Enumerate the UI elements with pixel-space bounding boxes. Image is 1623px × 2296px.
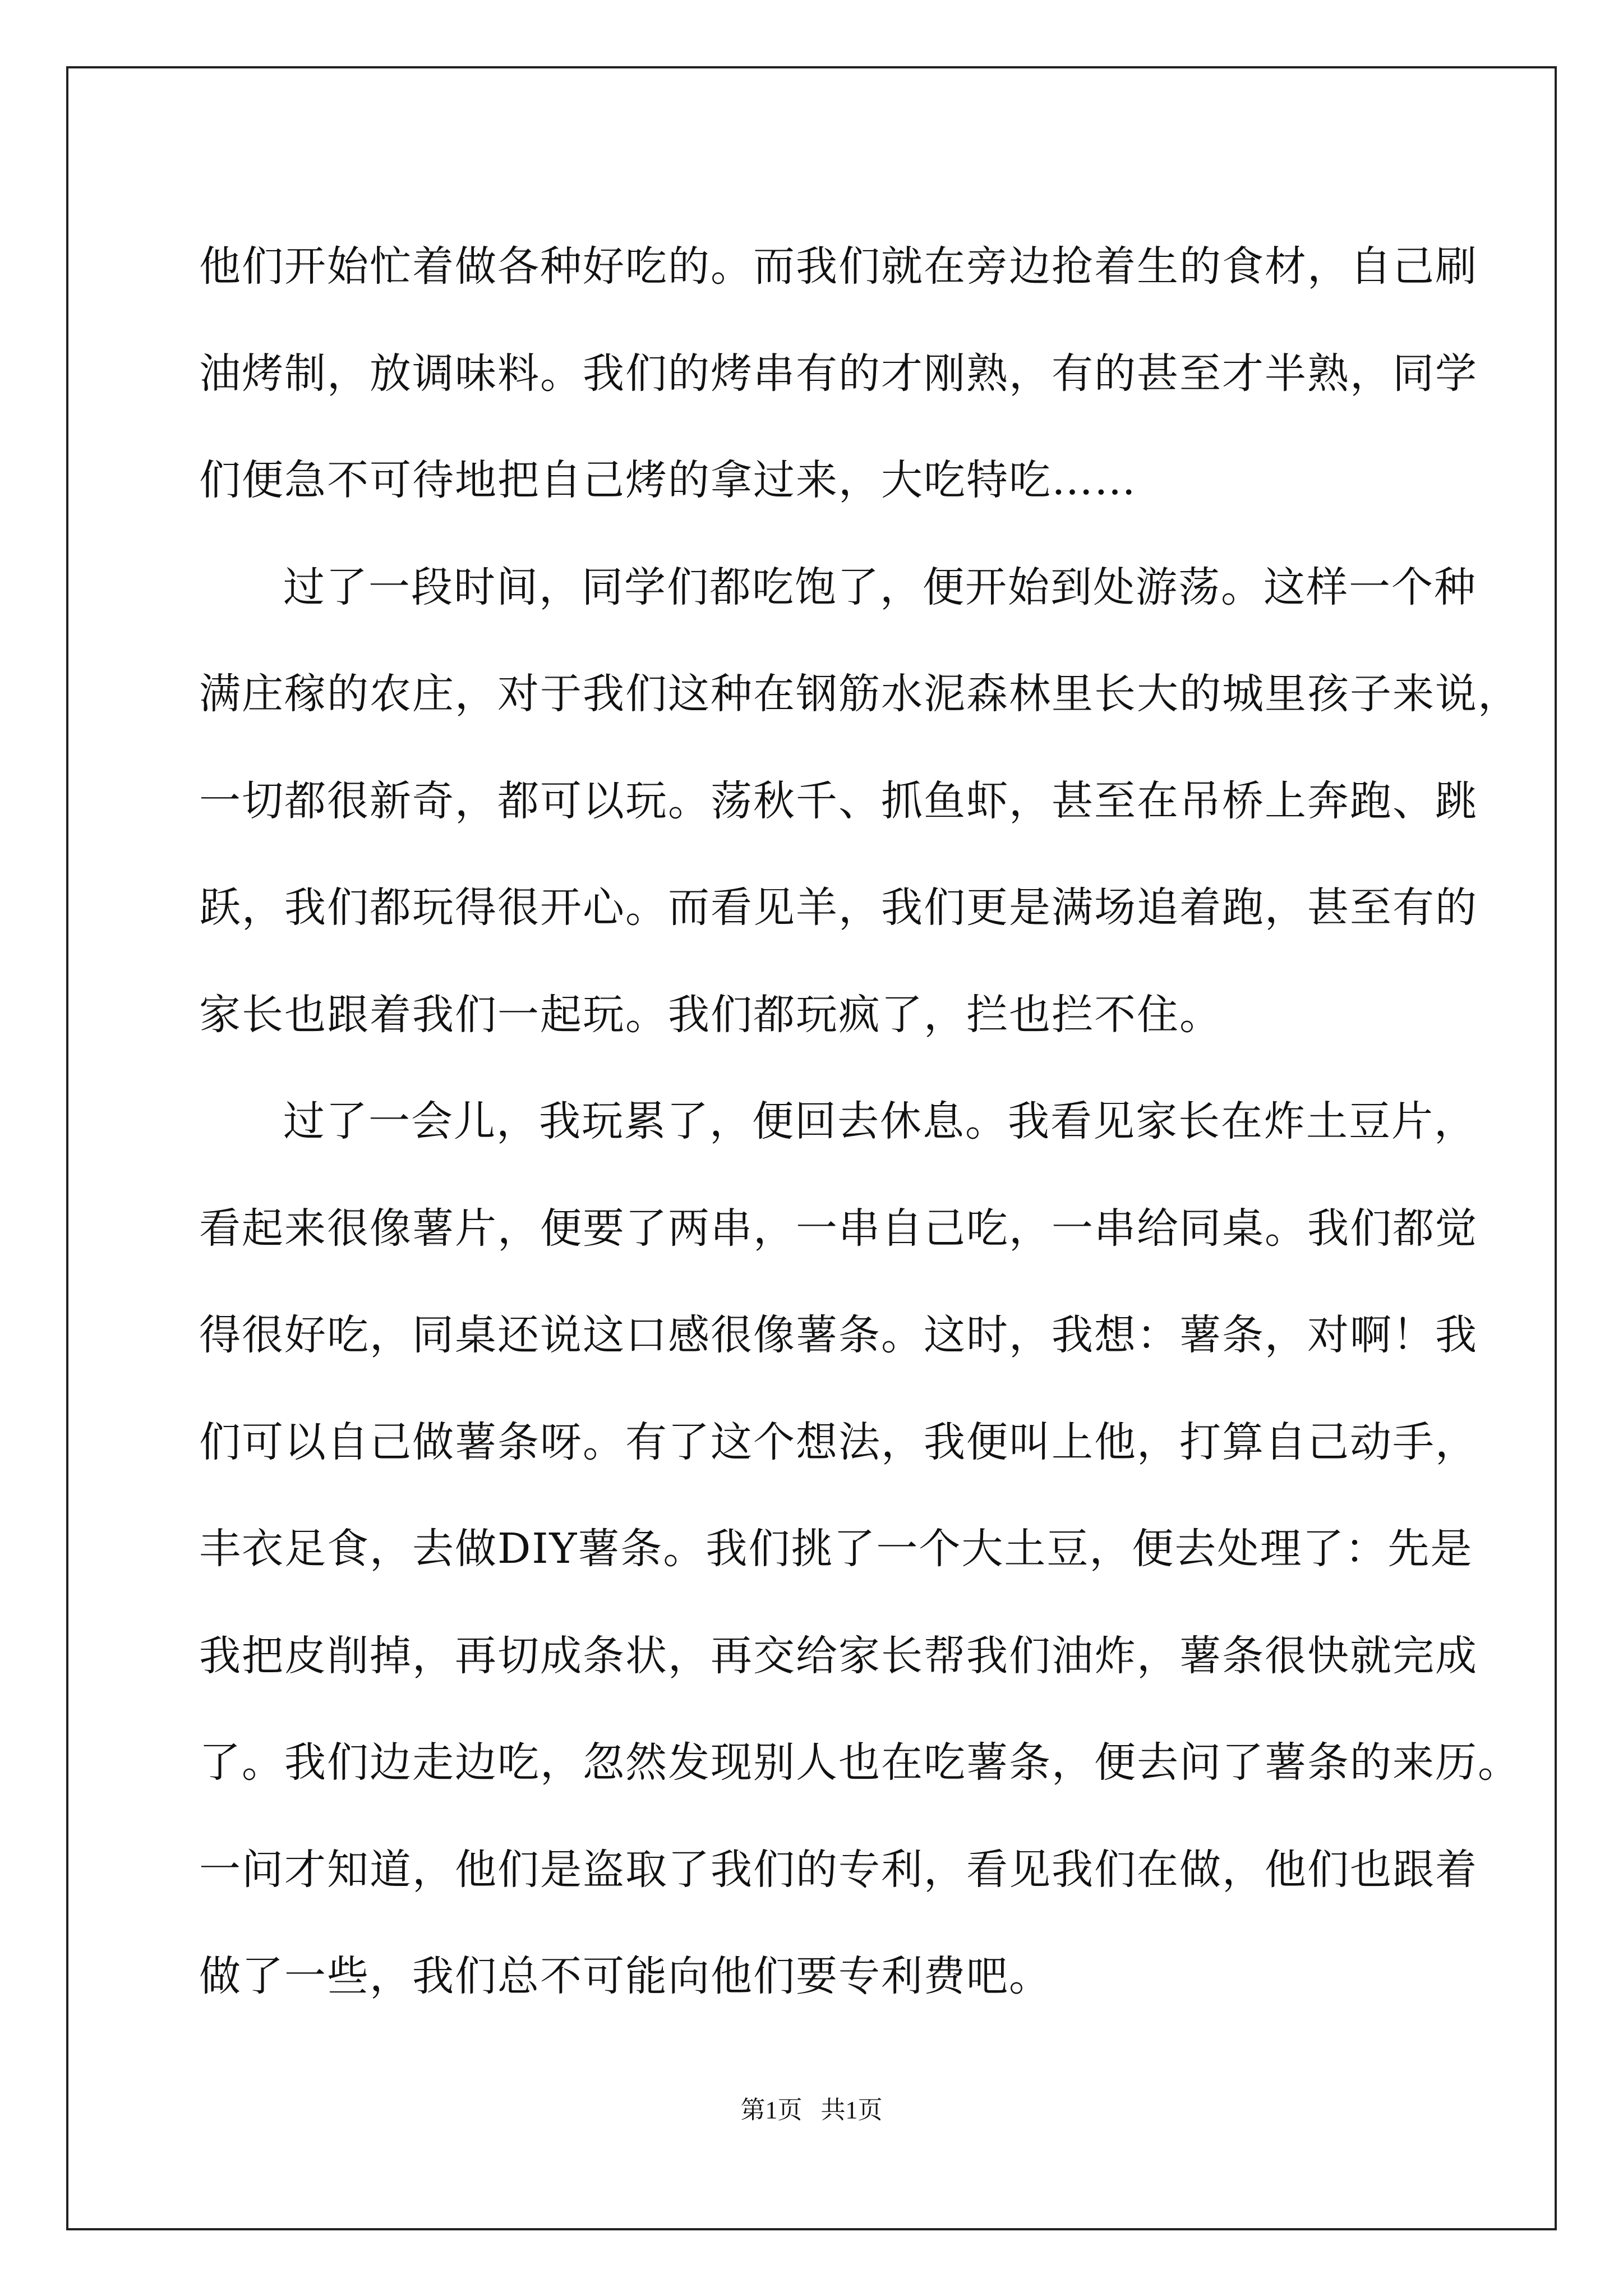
paragraph-line: 丰衣足食，去做DIY薯条。我们挑了一个大土豆，便去处理了：先是: [199, 1525, 1473, 1573]
paragraph-line: 我把皮削掉，再切成条状，再交给家长帮我们油炸，薯条很快就完成: [199, 1631, 1478, 1680]
paragraph-line: 他们开始忙着做各种好吃的。而我们就在旁边抢着生的食材，自己刷: [199, 242, 1478, 291]
paragraph-line: 了。我们边走边吃，忽然发现别人也在吃薯条，便去问了薯条的来历。: [199, 1738, 1520, 1787]
paragraph-line: 们可以自己做薯条呀。有了这个想法，我便叫上他，打算自己动手，: [199, 1418, 1478, 1466]
paragraph-first-line: 过了一段时间，同学们都吃饱了，便开始到处游荡。这样一个种: [283, 563, 1477, 611]
page-number-footer: 第1页 共1页: [740, 2096, 883, 2124]
paragraph-line: 油烤制，放调味料。我们的烤串有的才刚熟，有的甚至才半熟，同学: [199, 349, 1478, 398]
paragraph-line: 得很好吃，同桌还说这口感很像薯条。这时，我想：薯条，对啊！我: [199, 1311, 1478, 1359]
paragraph-line: 跃，我们都玩得很开心。而看见羊，我们更是满场追着跑，甚至有的: [199, 884, 1478, 932]
paragraph-line: 做了一些，我们总不可能向他们要专利费吧。: [199, 1952, 1052, 2000]
paragraph-line: 们便急不可待地把自己烤的拿过来，大吃特吃……: [199, 456, 1137, 504]
paragraph-line: 一切都很新奇，都可以玩。荡秋千、抓鱼虾，甚至在吊桥上奔跑、跳: [199, 776, 1478, 825]
paragraph-line: 一问才知道，他们是盗取了我们的专利，看见我们在做，他们也跟着: [199, 1845, 1478, 1894]
paragraph-line: 看起来很像薯片，便要了两串，一串自己吃，一串给同桌。我们都觉: [199, 1204, 1478, 1253]
document-body: [199, 213, 1520, 2030]
paragraph-line: 满庄稼的农庄，对于我们这种在钢筋水泥森林里长大的城里孩子来说，: [199, 670, 1520, 718]
paragraph-line: 家长也跟着我们一起玩。我们都玩疯了，拦也拦不住。: [199, 990, 1222, 1039]
paragraph-first-line: 过了一会儿，我玩累了，便回去休息。我看见家长在炸土豆片，: [283, 1097, 1477, 1145]
